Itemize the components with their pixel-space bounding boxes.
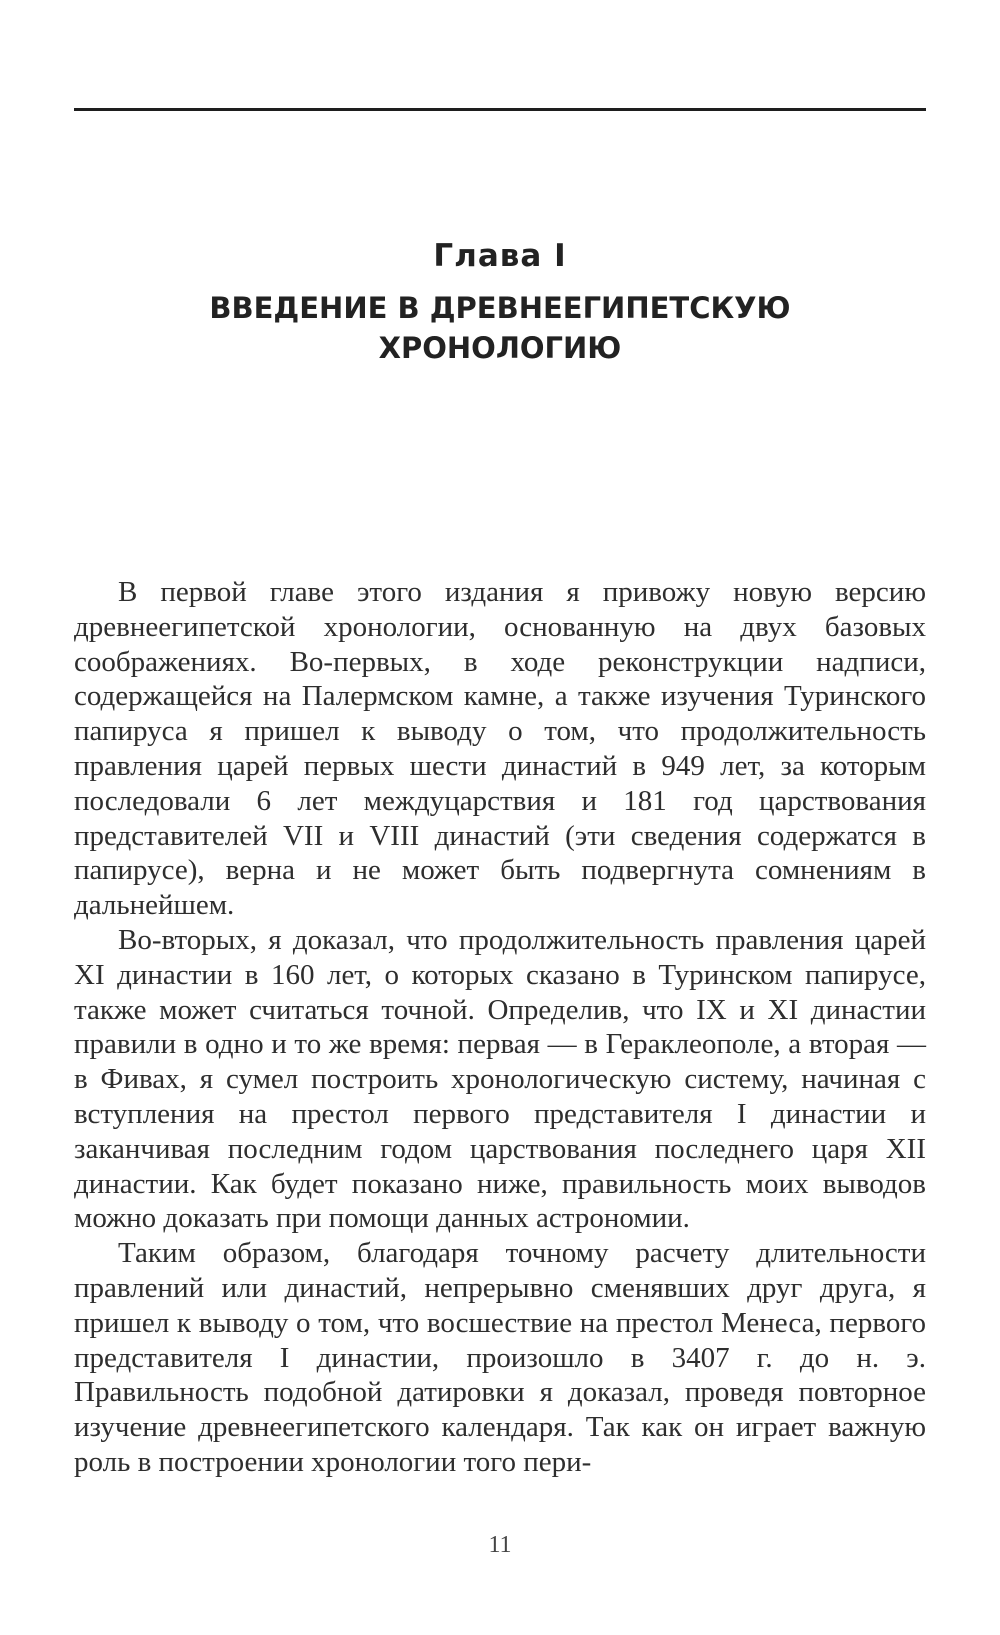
chapter-title: ВВЕДЕНИЕ В ДРЕВНЕЕГИПЕТСКУЮ ХРОНОЛОГИЮ: [209, 291, 791, 365]
top-rule: [74, 108, 926, 111]
body-text: [74, 575, 926, 1480]
paragraph-3: Таким образом, благодаря точному расчету длительности правлений или династий, непрерывно сменявших друг друга, я пришел к выводу о том, что восшествие на престол Менеса, первого представителя I династии, произошло в 3407 г. до н. э. Правильность подобной датировки я доказал, проведя повторное изучение древнеегипетского календаря. Так как он играет важную роль в построении хронологии того пери-: [74, 1237, 926, 1478]
paragraph-1: В первой главе этого издания я привожу новую версию древнеегипетской хронологии, основанную на двух базовых соображениях. Во-первых, в ходе реконструкции надписи, содержащейся на Палермском камне, а также изучения Туринского папируса я пришел к выводу о том, что продолжительность правления царей первых шести династий в 949 лет, за которым последовали 6 лет междуцарствия и 181 год царствования представителей VII и VIII династий (эти сведения содержатся в папирусе), верна и не может быть подвергнута сомнениям в дальнейшем.: [74, 576, 926, 922]
chapter-number: Глава I: [433, 238, 567, 274]
paragraph-2: Во-вторых, я доказал, что продолжительность правления царей XI династии в 160 лет, о которых сказано в Туринском папирусе, также может считаться точной. Определив, что IX и XI династии правили в одно и то же время: первая — в Гераклеополе, а вторая — в Фивах, я сумел построить хронологическую систему, начиная с вступления на престол первого представителя I династии и заканчивая последним годом царствования последнего царя XII династии. Как будет показано ниже, правильность моих выводов можно доказать при помощи данных астрономии.: [74, 923, 926, 1235]
page-number: 11: [488, 1532, 512, 1558]
